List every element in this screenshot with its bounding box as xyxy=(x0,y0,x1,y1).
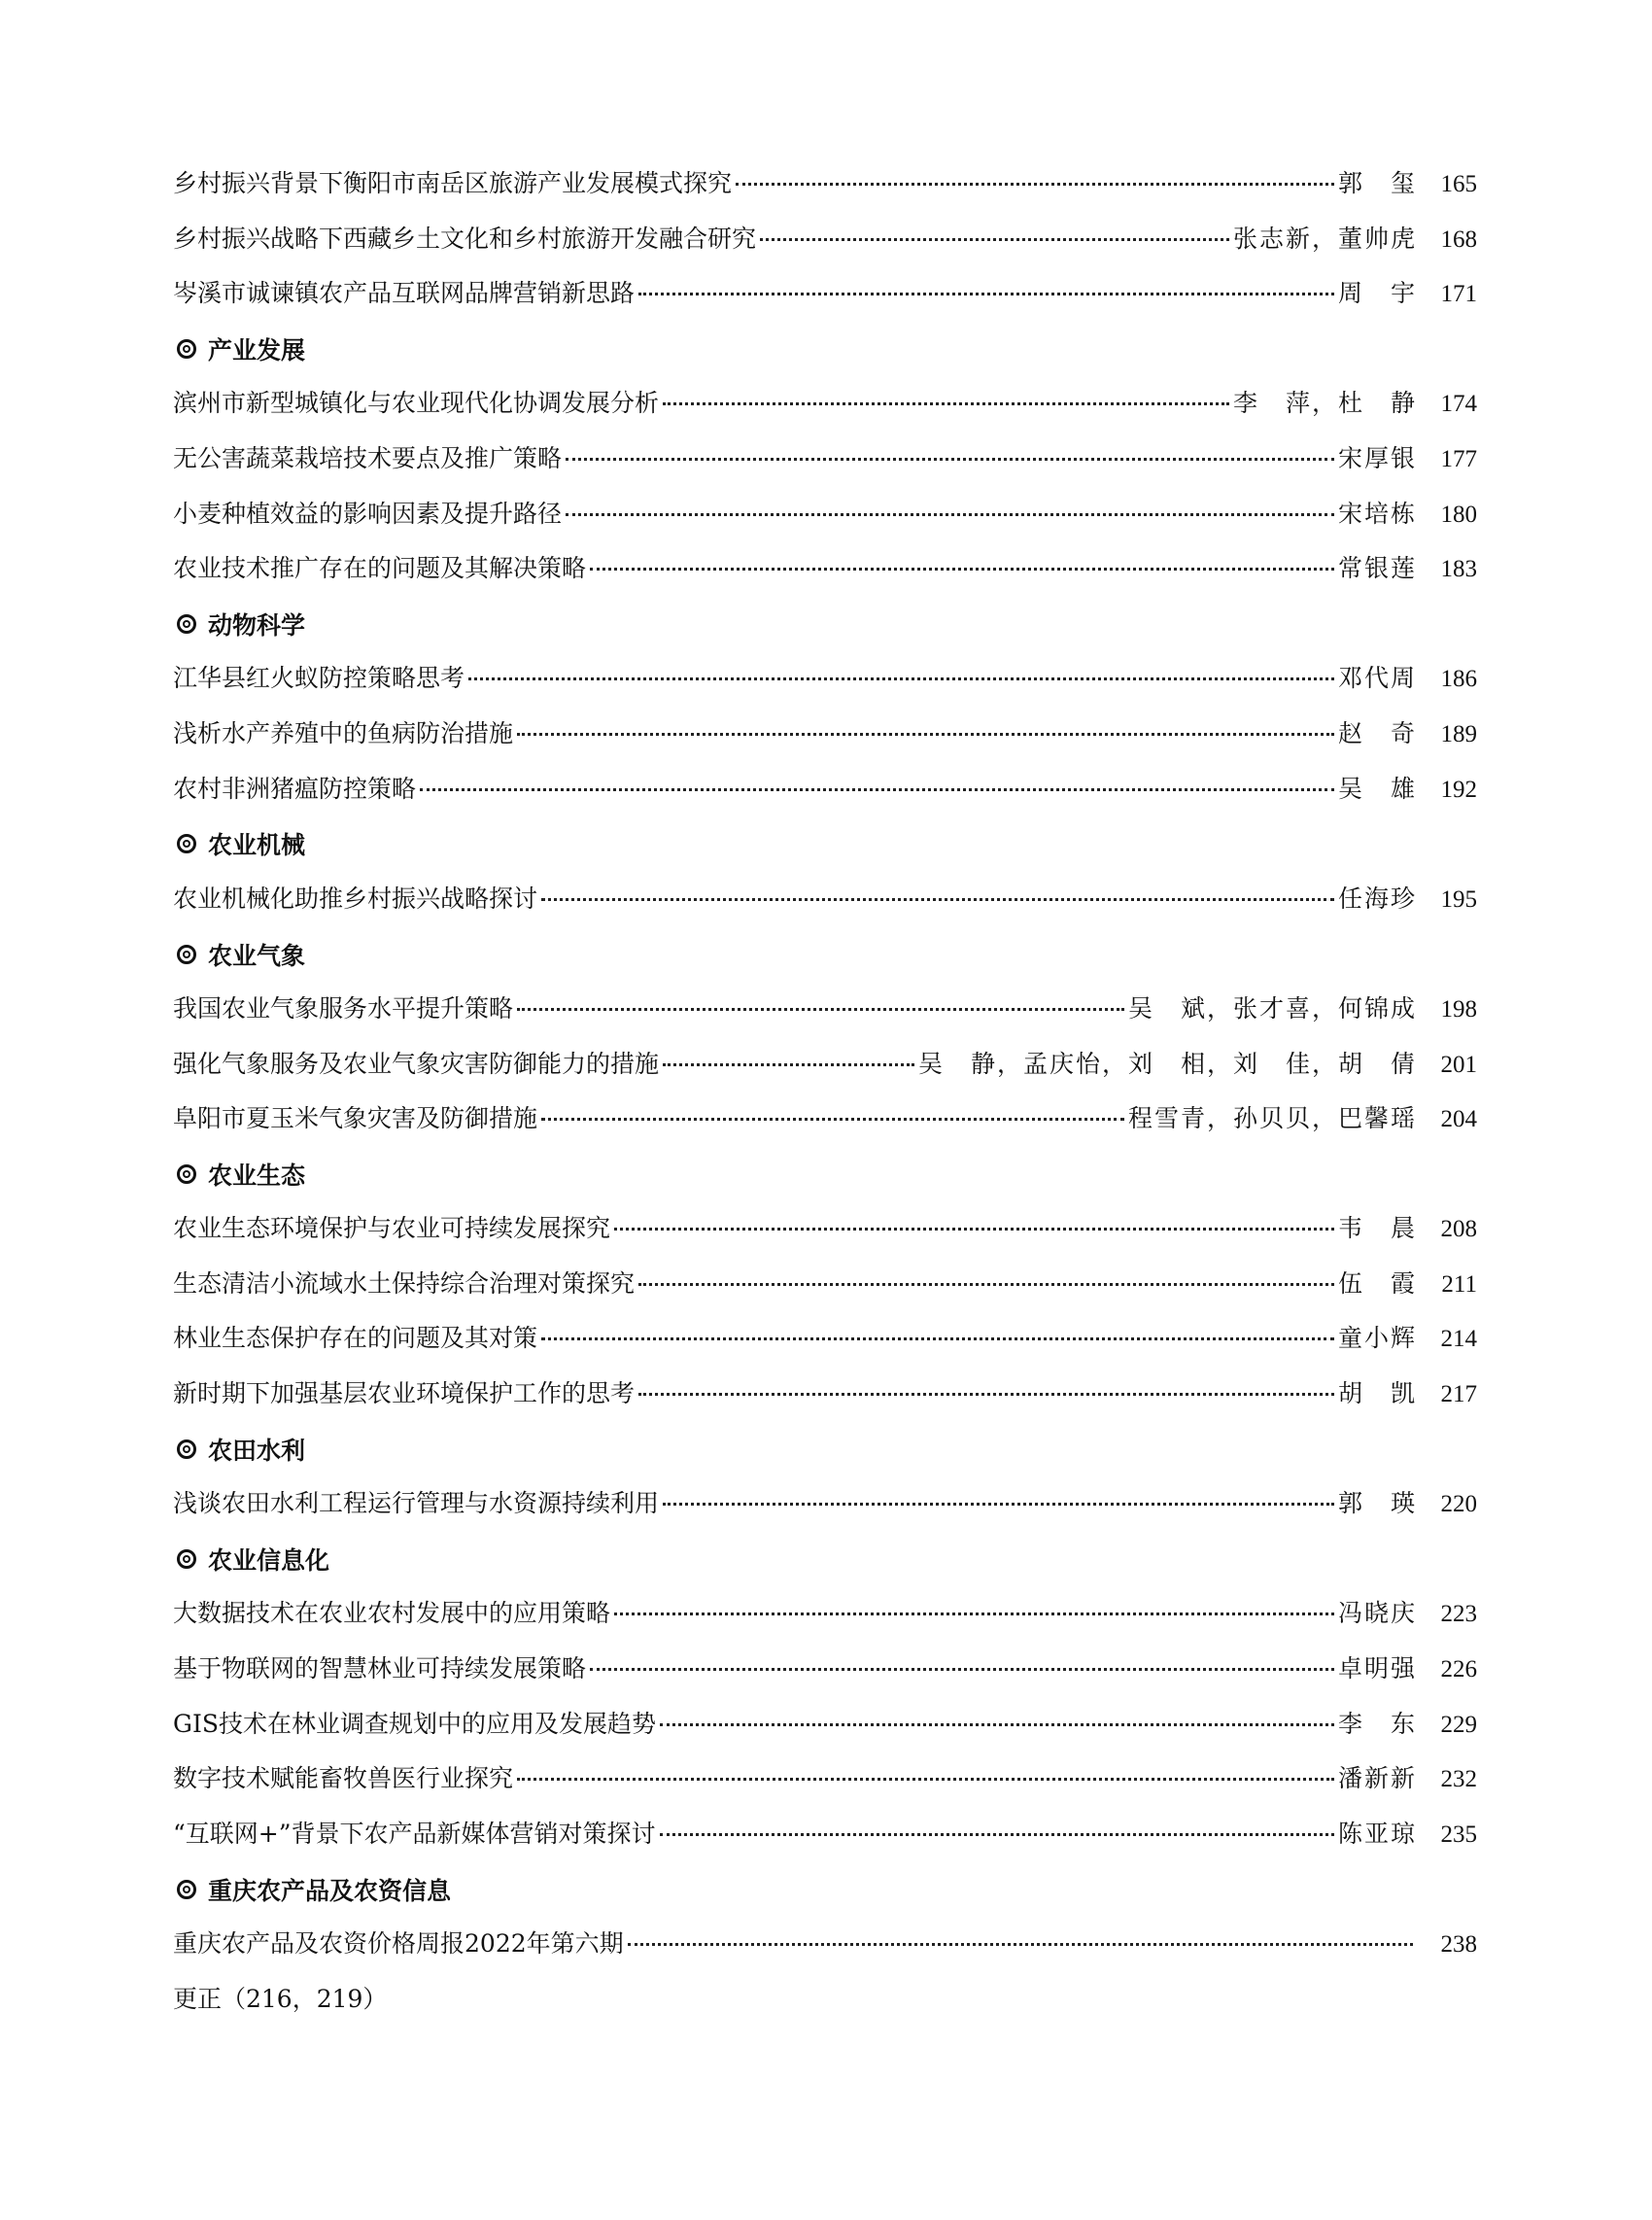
double-circle-icon xyxy=(177,1164,196,1184)
section-heading xyxy=(173,597,1477,652)
double-circle-icon xyxy=(177,339,196,359)
entry-page-number: 226 xyxy=(1440,1656,1477,1683)
section-heading xyxy=(173,816,1477,872)
entry-page-number: 214 xyxy=(1440,1326,1477,1353)
toc-entry xyxy=(173,376,1477,432)
toc-entry xyxy=(173,1807,1477,1862)
entry-title: 乡村振兴战略下西藏乡土文化和乡村旅游开发融合研究 xyxy=(173,224,757,253)
entry-authors: 胡 凯 xyxy=(1337,1379,1417,1408)
section-title: 重庆农产品及农资信息 xyxy=(208,1876,452,1905)
toc-entry xyxy=(173,212,1477,267)
toc-entry xyxy=(173,1367,1477,1422)
leader-dots xyxy=(541,897,1334,901)
leader-dots xyxy=(468,676,1334,680)
toc-entry xyxy=(173,707,1477,762)
entry-title: 大数据技术在农业农村发展中的应用策略 xyxy=(173,1599,611,1628)
toc-entry xyxy=(173,1586,1477,1642)
leader-dots xyxy=(566,512,1334,516)
toc-entry xyxy=(173,156,1477,212)
leader-dots xyxy=(614,1612,1334,1615)
entry-page-number: 195 xyxy=(1440,885,1477,913)
entry-authors: 邓代周 xyxy=(1337,664,1417,693)
leader-dots xyxy=(663,1502,1334,1506)
leader-dots xyxy=(663,1062,914,1066)
toc-entry xyxy=(173,266,1477,322)
double-circle-icon xyxy=(177,1440,196,1459)
double-circle-icon xyxy=(177,614,196,634)
entry-authors: 任海珍 xyxy=(1337,884,1417,913)
entry-authors: 李 萍，杜 静 xyxy=(1232,389,1417,418)
leader-dots xyxy=(517,1007,1124,1011)
toc-entry xyxy=(173,1092,1477,1147)
leader-dots xyxy=(614,1227,1334,1231)
toc-entry xyxy=(173,651,1477,707)
entry-authors: 常银莲 xyxy=(1337,554,1417,583)
entry-title: 阜阳市夏玉米气象灾害及防御措施 xyxy=(173,1104,538,1133)
entry-page-number: 229 xyxy=(1440,1711,1477,1738)
toc-entry xyxy=(173,872,1477,927)
entry-authors: 吴 雄 xyxy=(1337,774,1417,803)
entry-title: 强化气象服务及农业气象灾害防御能力的措施 xyxy=(173,1049,660,1078)
section-heading xyxy=(173,1422,1477,1477)
table-of-contents xyxy=(173,156,1477,2027)
entry-title: 岑溪市诚谏镇农产品互联网品牌营销新思路 xyxy=(173,279,636,308)
entry-page-number: 217 xyxy=(1440,1381,1477,1408)
entry-page-number: 171 xyxy=(1440,281,1477,308)
section-heading xyxy=(173,1147,1477,1202)
leader-dots xyxy=(517,732,1334,736)
entry-title: 农业技术推广存在的问题及其解决策略 xyxy=(173,554,587,583)
entry-title: 无公害蔬菜栽培技术要点及推广策略 xyxy=(173,443,563,472)
double-circle-icon xyxy=(177,1880,196,1899)
entry-page-number: 198 xyxy=(1440,995,1477,1023)
entry-page-number: 177 xyxy=(1440,445,1477,472)
entry-authors: 陈亚琼 xyxy=(1337,1819,1417,1848)
toc-entry xyxy=(173,432,1477,487)
entry-page-number: 183 xyxy=(1440,556,1477,583)
entry-authors: 吴 斌，张才喜，何锦成 xyxy=(1127,993,1417,1023)
entry-page-number: 186 xyxy=(1440,666,1477,693)
entry-title: 重庆农产品及农资价格周报2022年第六期 xyxy=(173,1929,624,1958)
entry-authors: 周 宇 xyxy=(1337,279,1417,308)
leader-dots xyxy=(736,182,1334,186)
entry-page-number: 174 xyxy=(1440,391,1477,418)
entry-authors: 潘新新 xyxy=(1337,1764,1417,1793)
toc-entry xyxy=(173,1917,1477,1972)
entry-page-number: 223 xyxy=(1440,1601,1477,1628)
entry-title: 我国农业气象服务水平提升策略 xyxy=(173,993,514,1023)
toc-entry xyxy=(173,1697,1477,1752)
toc-entry xyxy=(173,1642,1477,1697)
entry-authors: 冯晓庆 xyxy=(1337,1599,1417,1628)
entry-authors: 赵 奇 xyxy=(1337,718,1417,747)
entry-title: GIS技术在林业调查规划中的应用及发展趋势 xyxy=(173,1709,656,1738)
entry-page-number: 232 xyxy=(1440,1766,1477,1793)
leader-dots xyxy=(760,237,1229,241)
leader-dots xyxy=(590,1667,1334,1671)
leader-dots xyxy=(638,1392,1334,1396)
entry-page-number: 235 xyxy=(1440,1821,1477,1848)
entry-authors: 卓明强 xyxy=(1337,1654,1417,1683)
toc-entry xyxy=(173,762,1477,817)
leader-dots xyxy=(638,292,1334,295)
entry-authors: 宋厚银 xyxy=(1337,443,1417,472)
toc-entry xyxy=(173,1257,1477,1312)
leader-dots xyxy=(663,401,1229,405)
entry-page-number: 168 xyxy=(1440,225,1477,253)
entry-page-number: 189 xyxy=(1440,720,1477,747)
entry-title: 农村非洲猪瘟防控策略 xyxy=(173,774,417,803)
entry-page-number: 211 xyxy=(1441,1270,1477,1298)
toc-entry xyxy=(173,1201,1477,1257)
leader-dots xyxy=(590,567,1334,571)
entry-title: 浅谈农田水利工程运行管理与水资源持续利用 xyxy=(173,1489,660,1518)
section-title: 农田水利 xyxy=(208,1436,306,1465)
entry-title: 江华县红火蚁防控策略思考 xyxy=(173,664,465,693)
toc-entry xyxy=(173,982,1477,1037)
double-circle-icon xyxy=(177,1549,196,1569)
entry-authors: 伍 霞 xyxy=(1337,1268,1417,1298)
toc-entry xyxy=(173,541,1477,597)
entry-title: 基于物联网的智慧林业可持续发展策略 xyxy=(173,1654,587,1683)
entry-title: 乡村振兴背景下衡阳市南岳区旅游产业发展模式探究 xyxy=(173,169,733,197)
section-title: 产业发展 xyxy=(208,336,306,365)
double-circle-icon xyxy=(177,834,196,853)
entry-page-number: 165 xyxy=(1440,171,1477,197)
entry-page-number: 208 xyxy=(1440,1216,1477,1243)
entry-page-number: 180 xyxy=(1440,501,1477,528)
entry-authors: 程雪青，孙贝贝，巴馨瑶 xyxy=(1127,1104,1417,1133)
toc-entry xyxy=(173,1037,1477,1093)
entry-title: 数字技术赋能畜牧兽医行业探究 xyxy=(173,1764,514,1793)
leader-dots xyxy=(638,1282,1334,1286)
entry-page-number: 220 xyxy=(1440,1491,1477,1518)
entry-page-number: 192 xyxy=(1440,776,1477,803)
leader-dots xyxy=(541,1336,1334,1340)
entry-title: 农业生态环境保护与农业可持续发展探究 xyxy=(173,1214,611,1243)
entry-authors: 韦 晨 xyxy=(1337,1214,1417,1243)
entry-authors: 吴 静，孟庆怡，刘 相，刘 佳，胡 倩 xyxy=(917,1049,1417,1078)
section-heading xyxy=(173,1861,1477,1917)
leader-dots xyxy=(628,1942,1413,1946)
section-title: 农业生态 xyxy=(208,1161,306,1190)
entry-authors: 郭 瑛 xyxy=(1337,1489,1417,1518)
toc-entry xyxy=(173,1311,1477,1367)
leader-dots xyxy=(660,1722,1334,1726)
entry-authors: 郭 玺 xyxy=(1337,169,1417,197)
entry-page-number: 238 xyxy=(1440,1931,1477,1958)
entry-authors: 童小辉 xyxy=(1337,1324,1417,1353)
entry-title: “互联网+”背景下农产品新媒体营销对策探讨 xyxy=(173,1819,656,1848)
leader-dots xyxy=(566,457,1334,461)
toc-entry xyxy=(173,1752,1477,1807)
entry-title: 农业机械化助推乡村振兴战略探讨 xyxy=(173,884,538,913)
entry-authors: 李 东 xyxy=(1337,1709,1417,1738)
entry-page-number: 204 xyxy=(1440,1106,1477,1133)
section-title: 农业机械 xyxy=(208,831,306,860)
entry-title: 滨州市新型城镇化与农业现代化协调发展分析 xyxy=(173,389,660,418)
section-heading xyxy=(173,1532,1477,1587)
entry-authors: 宋培栋 xyxy=(1337,499,1417,528)
section-heading xyxy=(173,322,1477,377)
section-title: 农业信息化 xyxy=(208,1546,330,1576)
section-title: 农业气象 xyxy=(208,941,306,970)
correction-note: 更正（216，219） xyxy=(173,1984,388,2013)
toc-entry xyxy=(173,1476,1477,1532)
entry-title: 浅析水产养殖中的鱼病防治措施 xyxy=(173,718,514,747)
entry-page-number: 201 xyxy=(1440,1051,1477,1078)
entry-title: 林业生态保护存在的问题及其对策 xyxy=(173,1324,538,1353)
entry-title: 新时期下加强基层农业环境保护工作的思考 xyxy=(173,1379,636,1408)
leader-dots xyxy=(660,1832,1334,1836)
entry-title: 小麦种植效益的影响因素及提升路径 xyxy=(173,499,563,528)
entry-title: 生态清洁小流域水土保持综合治理对策探究 xyxy=(173,1268,636,1298)
double-circle-icon xyxy=(177,945,196,964)
section-heading xyxy=(173,926,1477,982)
leader-dots xyxy=(420,787,1334,791)
leader-dots xyxy=(517,1777,1334,1781)
toc-entry xyxy=(173,487,1477,542)
entry-authors: 张志新，董帅虎 xyxy=(1232,224,1417,253)
section-title: 动物科学 xyxy=(208,611,306,641)
leader-dots xyxy=(541,1117,1124,1121)
